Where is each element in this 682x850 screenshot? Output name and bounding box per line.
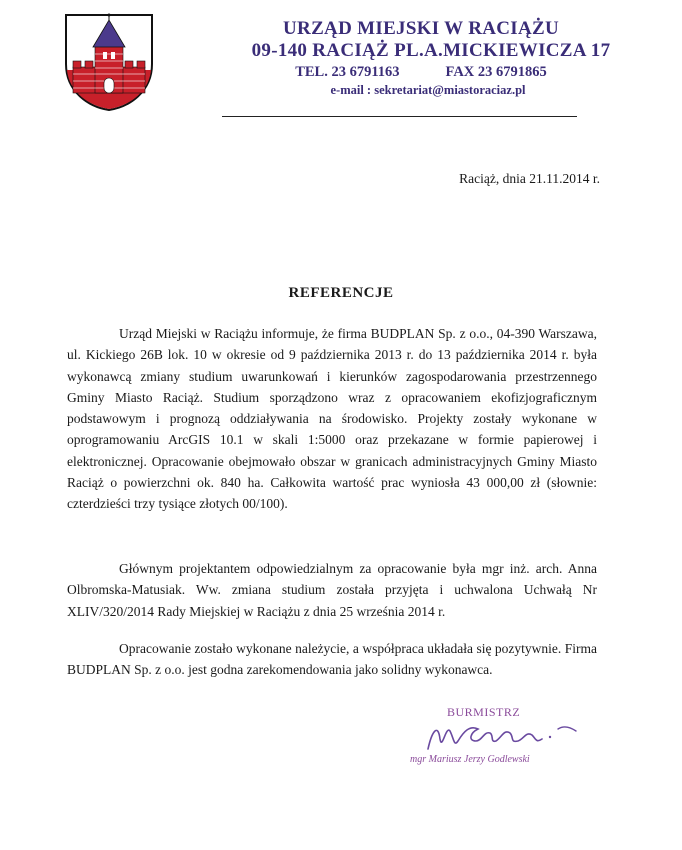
paragraph-3 <box>67 638 597 681</box>
header-divider <box>222 116 577 117</box>
fax: FAX 23 6791865 <box>445 64 547 80</box>
paragraph-text: Opracowanie zostało wykonane należycie, a współpraca układała się pozytywnie. Firma BUDPLAN Sp. z o.o. jest godna zarekomendowania jako solidny wykonawca. <box>67 641 597 678</box>
telephone: TEL. 23 6791163 <box>295 64 400 80</box>
coat-of-arms-icon <box>63 12 155 112</box>
email: e-mail : sekretariat@miastoraciaz.pl <box>330 83 526 97</box>
office-address: 09-140 RACIĄŻ PL.A.MICKIEWICZA 17 <box>251 40 611 61</box>
office-name: URZĄD MIEJSKI W RACIĄŻU <box>283 18 559 39</box>
paragraph-text: Urząd Miejski w Raciążu informuje, że firma BUDPLAN Sp. z o.o., 04-390 Warszawa, ul. Kickiego 26B lok. 10 w okresie od 9 października 2013 r. do 13 października 2014 r. była wykonawcą zmiany studium uwarunkowań i kierunków zagospodarowania przestrzennego Gminy Miasto Raciąż. Studium sporządzono wraz z opracowaniem ekofizjograficznym podstawowym i prognozą oddziaływania na środowisko. Projekty zostały wykonane w oprogramowaniu ArcGIS 10.1 w skali 1:5000 oraz przekazane w formie papierowej i elektronicznej. Opracowanie obejmowało obszar w granicach administracyjnych Gminy Miasto Raciąż o powierzchni ok. 840 ha. Całkowita wartość prac wyniosła 43 000,00 zł (słownie: czterdzieści trzy tysiące złotych 00/100). <box>67 326 597 512</box>
letter-date: Raciąż, dnia 21.11.2014 r. <box>459 171 600 186</box>
stamp-name: mgr Mariusz Jerzy Godlewski <box>410 754 530 765</box>
letter-title: REFERENCJE <box>288 285 394 301</box>
stamp-title: BURMISTRZ <box>447 705 521 719</box>
letterhead <box>160 18 682 99</box>
mayor-stamp <box>400 705 590 775</box>
paragraph-1 <box>67 323 597 515</box>
signature-icon <box>418 711 588 757</box>
contact-phones <box>160 63 682 82</box>
paragraph-text: Głównym projektantem odpowiedzialnym za opracowanie była mgr inż. arch. Anna Olbromska-Matusiak. Ww. zmiana studium została przyjęta i uchwalona Uchwałą Nr XLIV/320/2014 Rady Miejskiej w Raciążu z dnia 25 września 2014 r. <box>67 561 597 619</box>
paragraph-2 <box>67 558 597 622</box>
